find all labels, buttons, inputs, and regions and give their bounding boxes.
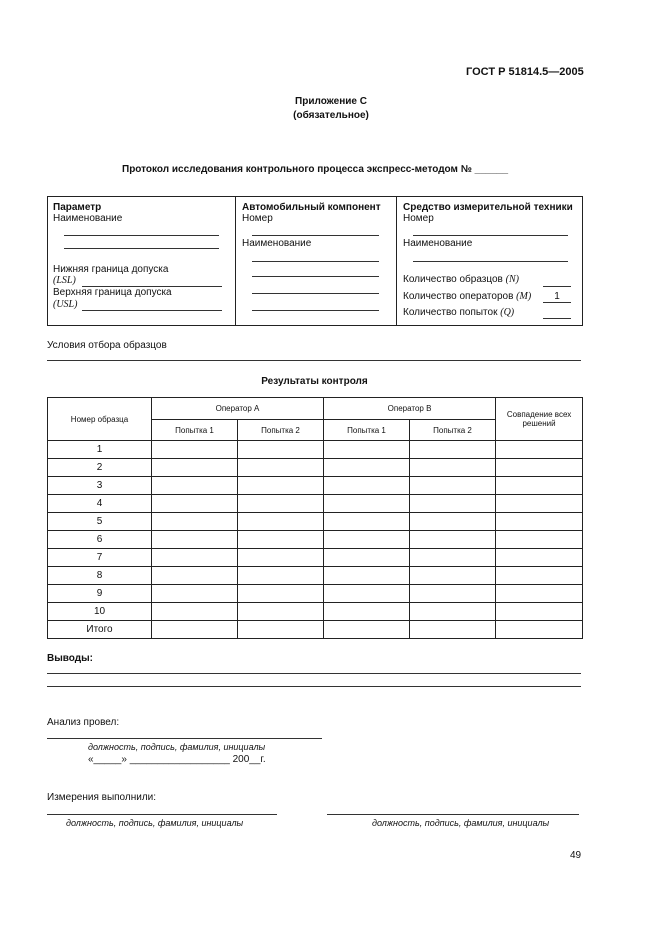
measurements-signature-line-left[interactable] <box>47 814 277 815</box>
samples-count-symbol: (N) <box>505 274 519 285</box>
parameter-name-line-2[interactable] <box>64 248 219 249</box>
operators-count-row <box>403 291 531 302</box>
cell-b-trial-2[interactable] <box>410 441 496 459</box>
analysis-label: Анализ провел: <box>47 717 120 728</box>
cell-b-trial-2[interactable] <box>410 567 496 585</box>
cell-a-trial-2[interactable] <box>238 549 324 567</box>
cell-a-trial-2[interactable] <box>238 441 324 459</box>
appendix-subtitle: (обязательное) <box>293 110 369 121</box>
cell-a-trial-1[interactable] <box>152 585 238 603</box>
operators-count-line[interactable] <box>543 302 571 303</box>
col-a-trial-2: Попытка 2 <box>238 420 324 441</box>
analysis-date[interactable]: «_____» __________________ 200__г. <box>88 754 266 765</box>
parameters-box <box>47 196 583 326</box>
cell-a-trial-2[interactable] <box>238 567 324 585</box>
cell-b-trial-1[interactable] <box>324 513 410 531</box>
analysis-caption: должность, подпись, фамилия, инициалы <box>88 742 266 752</box>
lsl-abbr: (LSL) <box>53 275 76 286</box>
cell-a-trial-1[interactable] <box>152 441 238 459</box>
cell-b-trial-1[interactable] <box>324 459 410 477</box>
parameter-name-line-1[interactable] <box>64 235 219 236</box>
parameter-column <box>48 197 234 325</box>
component-number-label: Номер <box>242 213 273 224</box>
component-number-line[interactable] <box>252 235 379 236</box>
total-label: Итого <box>48 621 152 639</box>
measurements-label: Измерения выполнили: <box>47 792 157 803</box>
instrument-number-line[interactable] <box>413 235 568 236</box>
cell-b-trial-2[interactable] <box>410 621 496 639</box>
col-operator-a: Оператор А <box>152 398 324 420</box>
cell-a-trial-2[interactable] <box>238 495 324 513</box>
conclusions-label: Выводы: <box>47 653 93 664</box>
col-sample-number: Номер образца <box>48 398 152 441</box>
instrument-column <box>396 197 583 325</box>
sample-number: 2 <box>48 459 152 477</box>
cell-b-trial-1[interactable] <box>324 441 410 459</box>
sample-number: 10 <box>48 603 152 621</box>
operators-count-value: 1 <box>554 291 560 302</box>
operators-count-symbol: (M) <box>516 291 532 302</box>
cell-a-trial-1[interactable] <box>152 549 238 567</box>
cell-b-trial-2[interactable] <box>410 459 496 477</box>
instrument-name-line[interactable] <box>413 261 568 262</box>
table-row <box>48 513 583 531</box>
usl-label: Верхняя граница допуска <box>53 287 172 298</box>
usl-abbr: (USL) <box>53 299 78 310</box>
cell-b-trial-1[interactable] <box>324 585 410 603</box>
measurements-caption-right: должность, подпись, фамилия, инициалы <box>372 818 550 828</box>
component-name-label: Наименование <box>242 238 312 249</box>
table-row <box>48 495 583 513</box>
cell-b-trial-2[interactable] <box>410 585 496 603</box>
cell-a-trial-1[interactable] <box>152 567 238 585</box>
cell-match[interactable] <box>496 459 583 477</box>
sample-number: 4 <box>48 495 152 513</box>
component-heading: Автомобильный компонент <box>242 202 381 213</box>
samples-count-label: Количество образцов <box>403 274 503 285</box>
sample-number: 9 <box>48 585 152 603</box>
cell-b-trial-2[interactable] <box>410 531 496 549</box>
trials-count-row <box>403 307 514 318</box>
cell-match[interactable] <box>496 531 583 549</box>
table-row <box>48 603 583 621</box>
samples-count-line[interactable] <box>543 286 571 287</box>
instrument-heading: Средство измерительной техники <box>403 202 573 213</box>
sample-number: 7 <box>48 549 152 567</box>
cell-match[interactable] <box>496 441 583 459</box>
cell-match[interactable] <box>496 603 583 621</box>
component-column <box>235 197 396 325</box>
cell-b-trial-1[interactable] <box>324 531 410 549</box>
table-row <box>48 549 583 567</box>
instrument-name-label: Наименование <box>403 238 473 249</box>
table-row <box>48 531 583 549</box>
sample-number: 1 <box>48 441 152 459</box>
measurements-signature-line-right[interactable] <box>327 814 579 815</box>
cell-a-trial-2[interactable] <box>238 477 324 495</box>
results-header-row-1 <box>48 398 583 420</box>
sample-number: 5 <box>48 513 152 531</box>
sample-number: 3 <box>48 477 152 495</box>
sampling-conditions-line[interactable] <box>47 360 581 361</box>
instrument-number-label: Номер <box>403 213 434 224</box>
parameter-heading: Параметр <box>53 202 102 213</box>
cell-a-trial-2[interactable] <box>238 603 324 621</box>
cell-b-trial-1[interactable] <box>324 495 410 513</box>
cell-a-trial-2[interactable] <box>238 513 324 531</box>
cell-b-trial-2[interactable] <box>410 477 496 495</box>
table-row <box>48 567 583 585</box>
sample-number: 6 <box>48 531 152 549</box>
cell-match[interactable] <box>496 477 583 495</box>
cell-b-trial-1[interactable] <box>324 477 410 495</box>
cell-b-trial-2[interactable] <box>410 603 496 621</box>
cell-a-trial-1[interactable] <box>152 603 238 621</box>
component-name-line-3[interactable] <box>252 293 379 294</box>
cell-a-trial-1[interactable] <box>152 513 238 531</box>
cell-b-trial-2[interactable] <box>410 495 496 513</box>
cell-b-trial-1[interactable] <box>324 567 410 585</box>
document-number: ГОСТ Р 51814.5—2005 <box>466 66 584 78</box>
protocol-title: Протокол исследования контрольного процесса экспресс-методом № ______ <box>122 164 509 175</box>
table-row <box>48 477 583 495</box>
cell-b-trial-1[interactable] <box>324 603 410 621</box>
cell-match[interactable] <box>496 549 583 567</box>
cell-match[interactable] <box>496 585 583 603</box>
cell-a-trial-1[interactable] <box>152 531 238 549</box>
col-match-all: Совпадение всех решений <box>496 398 583 441</box>
table-row <box>48 441 583 459</box>
appendix-title: Приложение С <box>295 96 367 107</box>
sampling-conditions-label: Условия отбора образцов <box>47 340 167 351</box>
cell-a-trial-1[interactable] <box>152 459 238 477</box>
lsl-label: Нижняя граница допуска <box>53 264 169 275</box>
cell-a-trial-2[interactable] <box>238 585 324 603</box>
analysis-signature-line[interactable] <box>47 738 322 739</box>
component-name-line-1[interactable] <box>252 261 379 262</box>
trials-count-symbol: (Q) <box>500 307 515 318</box>
parameter-name-label: Наименование <box>53 213 123 224</box>
col-b-trial-1: Попытка 1 <box>324 420 410 441</box>
samples-count-row <box>403 274 519 285</box>
conclusions-line-1[interactable] <box>47 673 581 674</box>
col-b-trial-2: Попытка 2 <box>410 420 496 441</box>
cell-match[interactable] <box>496 621 583 639</box>
cell-a-trial-2[interactable] <box>238 621 324 639</box>
cell-match[interactable] <box>496 495 583 513</box>
page-number: 49 <box>570 850 582 861</box>
table-row-total <box>48 621 583 639</box>
cell-match[interactable] <box>496 567 583 585</box>
operators-count-label: Количество операторов <box>403 291 514 302</box>
cell-b-trial-1[interactable] <box>324 549 410 567</box>
cell-b-trial-1[interactable] <box>324 621 410 639</box>
table-row <box>48 585 583 603</box>
cell-b-trial-2[interactable] <box>410 513 496 531</box>
trials-count-label: Количество попыток <box>403 307 498 318</box>
cell-a-trial-2[interactable] <box>238 459 324 477</box>
table-row <box>48 459 583 477</box>
cell-a-trial-1[interactable] <box>152 621 238 639</box>
cell-a-trial-1[interactable] <box>152 495 238 513</box>
sample-number: 8 <box>48 567 152 585</box>
col-operator-b: Оператор В <box>324 398 496 420</box>
cell-a-trial-2[interactable] <box>238 531 324 549</box>
usl-value-line[interactable] <box>82 310 222 311</box>
measurements-caption-left: должность, подпись, фамилия, инициалы <box>66 818 244 828</box>
results-title: Результаты контроля <box>261 376 368 387</box>
conclusions-line-2[interactable] <box>47 686 581 687</box>
component-name-line-4[interactable] <box>252 310 379 311</box>
col-a-trial-1: Попытка 1 <box>152 420 238 441</box>
results-table <box>47 397 583 639</box>
cell-match[interactable] <box>496 513 583 531</box>
component-name-line-2[interactable] <box>252 276 379 277</box>
cell-a-trial-1[interactable] <box>152 477 238 495</box>
trials-count-line[interactable] <box>543 318 571 319</box>
cell-b-trial-2[interactable] <box>410 549 496 567</box>
